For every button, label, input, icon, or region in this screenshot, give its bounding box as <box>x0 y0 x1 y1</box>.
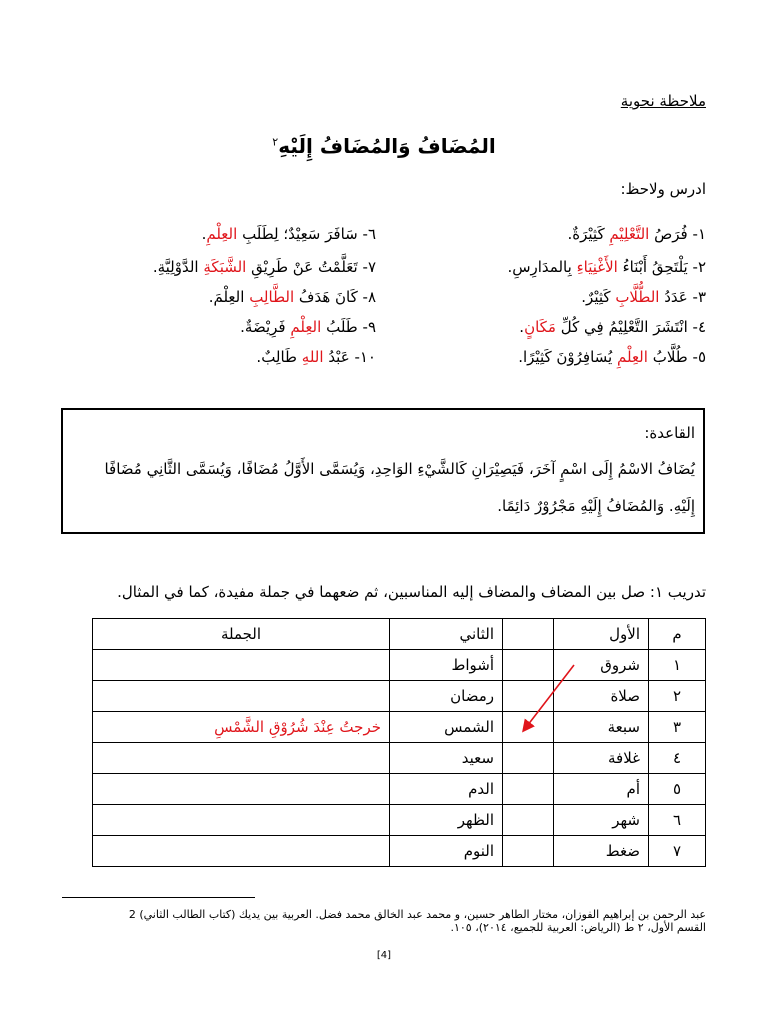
row-num: ٣ <box>649 712 706 743</box>
second-word[interactable]: الظهر <box>390 805 503 836</box>
example-8: ٨- كَانَ هَدَفُ الطَّالِبِ العِلْمَ. <box>208 288 376 306</box>
note-title: ملاحظة نحوية <box>620 92 706 110</box>
sentence-cell[interactable] <box>93 774 390 805</box>
rule-text-line-1: يُضَافُ الاسْمُ إِلَى اسْمٍ آخَرَ، فَيَصِيْرَانِ كَالشَّيْءِ الوَاحِدِ، وَيُسَمَّى الأَوَّلُ مُضَافًا، وَيُسَمَّى الثَّانِي مُضَافًا <box>104 460 695 478</box>
second-word[interactable]: أشواط <box>390 650 503 681</box>
matching-table <box>92 618 706 867</box>
first-word[interactable]: ضغط <box>554 836 649 867</box>
example-1: ١- فُرَصُ التَّعْلِيْمِ كَثِيْرَةٌ. <box>567 225 706 243</box>
page-number: [4] <box>376 950 392 961</box>
connector-gap <box>503 743 554 774</box>
page-title <box>0 134 768 158</box>
footnote-divider <box>62 897 255 898</box>
first-word[interactable]: أم <box>554 774 649 805</box>
sentence-cell[interactable] <box>93 743 390 774</box>
exercise-title: تدريب ١: صل بين المضاف والمضاف إليه المناسبين، ثم ضعهما في جملة مفيدة، كما في المثال. <box>117 583 706 601</box>
row-num: ٥ <box>649 774 706 805</box>
table-row <box>93 743 706 774</box>
table-row <box>93 836 706 867</box>
second-word[interactable]: الدم <box>390 774 503 805</box>
connector-gap <box>503 774 554 805</box>
table-header-row <box>93 619 706 650</box>
example-5: ٥- طُلَّابُ العِلْمِ يُسَافِرُوْنَ كَثِيْرًا. <box>518 348 706 366</box>
row-num: ١ <box>649 650 706 681</box>
header-sentence: الجملة <box>93 619 390 650</box>
first-word[interactable]: سبعة <box>554 712 649 743</box>
table-row <box>93 650 706 681</box>
header-first: الأول <box>554 619 649 650</box>
connector-gap <box>503 619 554 650</box>
example-sentence-cell[interactable]: خرجتُ عِنْدَ شُرُوْقِ الشَّمْسِ <box>93 712 390 743</box>
second-word[interactable]: النوم <box>390 836 503 867</box>
connector-gap <box>503 836 554 867</box>
row-num: ٦ <box>649 805 706 836</box>
row-num: ٢ <box>649 681 706 712</box>
first-word[interactable]: شهر <box>554 805 649 836</box>
example-4: ٤- انْتَشَرَ التَّعْلِيْمُ فِي كُلِّ مَكَانٍ. <box>519 318 706 336</box>
sentence-cell[interactable] <box>93 650 390 681</box>
table-row <box>93 681 706 712</box>
connector-gap <box>503 650 554 681</box>
connector-gap <box>503 712 554 743</box>
header-num: م <box>649 619 706 650</box>
table-row <box>93 712 706 743</box>
connector-gap <box>503 681 554 712</box>
second-word[interactable]: الشمس <box>390 712 503 743</box>
example-9: ٩- طَلَبُ العِلْمِ فَرِيْضَةٌ. <box>240 318 376 336</box>
footnote-line-2: القسم الأول، ٢ ط (الرياض: العربية للجميع، ٢٠١٤)، ١٠٥. <box>450 921 706 934</box>
rule-text-line-2: إِلَيْهِ. وَالمُضَافُ إِلَيْهِ مَجْرُوْرٌ دَائِمًا. <box>497 497 695 515</box>
example-10: ١٠- عَبْدُ اللهِ طَالِبٌ. <box>256 348 376 366</box>
example-7: ٧- تَعَلَّمْتُ عَنْ طَرِيْقِ الشَّبَكَةِ الدَّوْلِيَّةِ. <box>152 258 376 276</box>
study-label: ادرس ولاحظ: <box>620 180 706 198</box>
sentence-cell[interactable] <box>93 805 390 836</box>
row-num: ٤ <box>649 743 706 774</box>
sentence-cell[interactable] <box>93 681 390 712</box>
header-second: الثاني <box>390 619 503 650</box>
example-3: ٣- عَدَدُ الطُّلَّابِ كَثِيْرٌ. <box>581 288 706 306</box>
table-row <box>93 805 706 836</box>
row-num: ٧ <box>649 836 706 867</box>
connector-gap <box>503 805 554 836</box>
rule-box <box>61 408 705 534</box>
footnote-line-1: عبد الرحمن بن إبراهيم الفوزان، مختار الطاهر حسين، و محمد عبد الخالق محمد فضل. العربية بين يديك (كتاب الطالب الثاني) 2 <box>128 908 706 921</box>
table-row <box>93 774 706 805</box>
example-6: ٦- سَافَرَ سَعِيْدٌ؛ لِطَلَبِ العِلْمِ. <box>201 225 376 243</box>
first-word[interactable]: شروق <box>554 650 649 681</box>
first-word[interactable]: غلافة <box>554 743 649 774</box>
footnote-ref: ٢ <box>272 135 279 149</box>
first-word[interactable]: صلاة <box>554 681 649 712</box>
second-word[interactable]: رمضان <box>390 681 503 712</box>
rule-title: القاعدة: <box>644 424 695 442</box>
sentence-cell[interactable] <box>93 836 390 867</box>
second-word[interactable]: سعيد <box>390 743 503 774</box>
main-title-text: المُضَافُ وَالمُضَافُ إِلَيْهِ <box>278 134 496 158</box>
example-2: ٢- يَلْتَحِقُ أَبْنَاءُ الأَغْنِيَاءِ بِالمدَارِسِ. <box>507 258 706 276</box>
